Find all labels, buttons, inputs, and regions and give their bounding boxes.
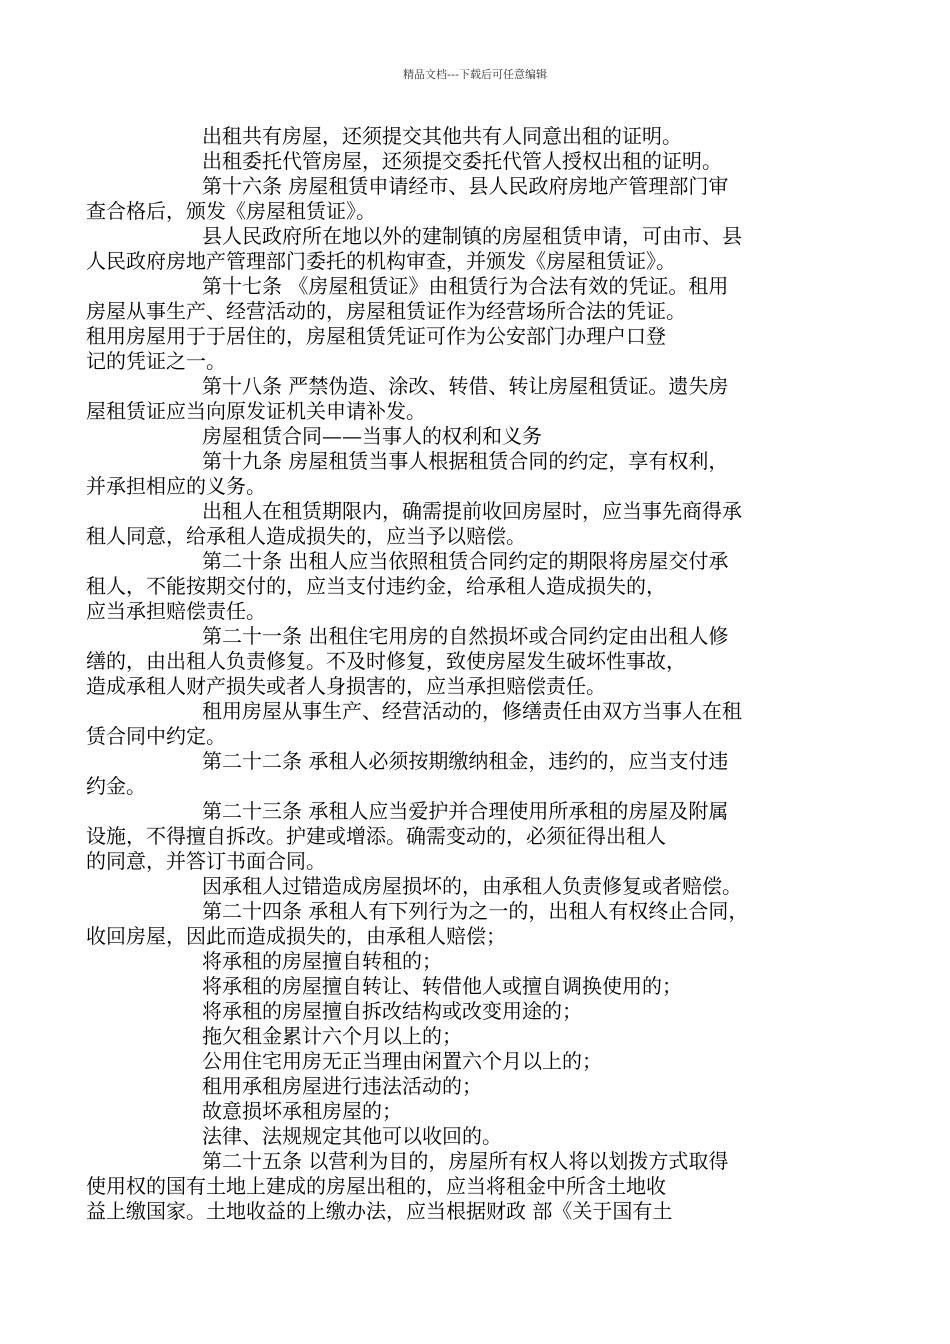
text-line: 第二十一条 出租住宅用房的自然损坏或合同约定由出租人修 bbox=[202, 624, 729, 648]
text-line: 使用权的国有土地上建成的房屋出租的，应当将租金中所含土地收 bbox=[86, 1174, 666, 1198]
text-line: 缮的，由出租人负责修复。不及时修复，致使房屋发生破坏性事故， bbox=[86, 649, 686, 673]
text-line: 出租共有房屋，还须提交其他共有人同意出租的证明。 bbox=[202, 124, 682, 148]
paragraph bbox=[144, 1124, 814, 1149]
text-line: 记的凭证之一。 bbox=[86, 349, 226, 373]
paragraph bbox=[144, 949, 814, 974]
paragraph bbox=[86, 624, 814, 699]
text-line: 并承担相应的义务。 bbox=[86, 474, 266, 498]
text-line: 出租委托代管房屋，还须提交委托代管人授权出租的证明。 bbox=[202, 149, 722, 173]
text-line: 故意损坏承租房屋的； bbox=[202, 1099, 402, 1123]
text-line: 屋租赁证应当向原发证机关申请补发。 bbox=[86, 399, 426, 423]
paragraph bbox=[144, 874, 814, 899]
text-line: 人民政府房地产管理部门委托的机构审查，并颁发《房屋租赁证》。 bbox=[86, 249, 676, 273]
paragraph bbox=[86, 374, 814, 424]
text-line: 将承租的房屋擅自转租的； bbox=[202, 949, 442, 973]
paragraph bbox=[86, 749, 814, 799]
paragraph bbox=[86, 224, 814, 274]
paragraph bbox=[144, 1099, 814, 1124]
text-line: 房屋租赁合同——当事人的权利和义务 bbox=[202, 424, 542, 448]
text-line: 第十七条 《房屋租赁证》由租赁行为合法有效的凭证。租用 bbox=[202, 274, 729, 298]
text-line: 租人同意，给承租人造成损失的，应当予以赔偿。 bbox=[86, 524, 526, 548]
text-line: 第二十条 出租人应当依照租赁合同约定的期限将房屋交付承 bbox=[202, 549, 729, 573]
text-line: 第十九条 房屋租赁当事人根据租赁合同的约定，享有权利， bbox=[202, 449, 729, 473]
text-line: 租人，不能按期交付的，应当支付违约金，给承租人造成损失的， bbox=[86, 574, 666, 598]
text-line: 租用房屋从事生产、经营活动的，修缮责任由双方当事人在租 bbox=[202, 699, 742, 723]
text-line: 第十六条 房屋租赁申请经市、县人民政府房地产管理部门审 bbox=[202, 174, 729, 198]
text-line: 的同意，并答订书面合同。 bbox=[86, 849, 326, 873]
paragraph bbox=[86, 449, 814, 499]
text-line: 第二十四条 承租人有下列行为之一的，出租人有权终止合同， bbox=[202, 899, 749, 923]
paragraph bbox=[144, 1024, 814, 1049]
text-line: 设施，不得擅自拆改。护建或增添。确需变动的，必须征得出租人 bbox=[86, 824, 666, 848]
text-line: 房屋从事生产、经营活动的，房屋租赁证作为经营场所合法的凭证。 bbox=[86, 299, 686, 323]
text-line: 第二十二条 承租人必须按期缴纳租金，违约的，应当支付违 bbox=[202, 749, 729, 773]
text-line: 因承租人过错造成房屋损坏的，由承租人负责修复或者赔偿。 bbox=[202, 874, 742, 898]
text-line: 租用房屋用于于居住的，房屋租赁凭证可作为公安部门办理户口登 bbox=[86, 324, 666, 348]
text-line: 赁合同中约定。 bbox=[86, 724, 226, 748]
text-line: 将承租的房屋擅自拆改结构或改变用途的； bbox=[202, 999, 582, 1023]
paragraph bbox=[86, 699, 814, 749]
text-line: 查合格后，颁发《房屋租赁证》。 bbox=[86, 199, 376, 223]
text-line: 收回房屋，因此而造成损失的，由承租人赔偿； bbox=[86, 924, 506, 948]
text-line: 法律、法规规定其他可以收回的。 bbox=[202, 1124, 502, 1148]
paragraph bbox=[86, 174, 814, 224]
paragraph bbox=[144, 1049, 814, 1074]
text-line: 将承租的房屋擅自转让、转借他人或擅自调换使用的； bbox=[202, 974, 682, 998]
text-line: 第二十五条 以营利为目的，房屋所有权人将以划拨方式取得 bbox=[202, 1149, 729, 1173]
paragraph bbox=[86, 499, 814, 549]
text-line: 县人民政府所在地以外的建制镇的房屋租赁申请，可由市、县 bbox=[202, 224, 742, 248]
paragraph bbox=[86, 549, 814, 624]
text-line: 公用住宅用房无正当理由闲置六个月以上的； bbox=[202, 1049, 602, 1073]
text-line: 第十八条 严禁伪造、涂改、转借、转让房屋租赁证。遗失房 bbox=[202, 374, 729, 398]
paragraph bbox=[144, 149, 814, 174]
paragraph bbox=[144, 999, 814, 1024]
text-line: 造成承租人财产损失或者人身损害的，应当承担赔偿责任。 bbox=[86, 674, 606, 698]
paragraph bbox=[144, 124, 814, 149]
paragraph bbox=[86, 899, 814, 949]
paragraph bbox=[144, 424, 814, 449]
paragraph bbox=[86, 799, 814, 874]
text-line: 拖欠租金累计六个月以上的； bbox=[202, 1024, 462, 1048]
paragraph bbox=[144, 1074, 814, 1099]
document-body bbox=[86, 124, 814, 1224]
text-line: 益上缴国家。土地收益的上缴办法，应当根据财政 部《关于国有土 bbox=[86, 1199, 673, 1223]
text-line: 应当承担赔偿责任。 bbox=[86, 599, 266, 623]
paragraph bbox=[86, 274, 814, 374]
paragraph bbox=[86, 1149, 814, 1224]
paragraph bbox=[144, 974, 814, 999]
text-line: 第二十三条 承租人应当爱护并合理使用所承租的房屋及附属 bbox=[202, 799, 729, 823]
text-line: 租用承租房屋进行违法活动的； bbox=[202, 1074, 482, 1098]
text-line: 约金。 bbox=[86, 774, 146, 798]
page-header: 精品文档---下载后可任意编辑 bbox=[403, 68, 547, 81]
text-line: 出租人在租赁期限内，确需提前收回房屋时，应当事先商得承 bbox=[202, 499, 742, 523]
